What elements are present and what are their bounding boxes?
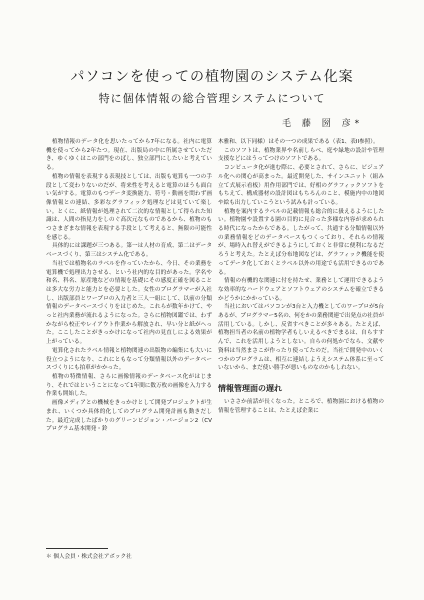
article-subtitle: 特に個体情報の総合管理システムについて	[98, 92, 326, 105]
paragraph: 情報の有機的な関連に付を持たせ、業務として運用できるような効率的なハードウェアとソフトウェアのシステムを確立できるかどうかにかかっている。	[218, 278, 384, 302]
paragraph: このソフトは、植物業界や名前しらべ、庭や緑地の設計や管理支援などにはうってつけのソフトである。	[218, 147, 384, 163]
paragraph: 植物情報のデータ化を思いたってから7年になる。社内に電算機を使ってから2年たつ。現在、出版局の中に所属させていただき、ゆくゆくはこの部門をのばし、独立部門にしたいと考えている。	[46, 139, 212, 172]
paragraph: 植物の情報を表現する表現技としては、出版も電算も一つの手段として変わりないのだが、将来性を考えると電算のほうも面白い気がする。電算のもつデータ変換能力、符号・動画を問わず画像情報との連結、多彩なグラフィック処理などは見ていて楽しい。とくに、紙情報が処理されて二次的な情報として得られた知識は、人間の指見力をしのぐ高次元なものであるから、植物のもつさまざまな情報を表現する手段として考えると、無限の可能性を感じる。	[46, 173, 212, 241]
paragraph: 植物の特徴情報、さらに画像情報のデータベース化がはじまり、それではということになって1年間に数万枚の画像を入力する作業も開始した。	[46, 373, 212, 398]
right-column	[218, 138, 384, 415]
paragraph: 具体的には課題が三つある。第一は人材の育成、第二はデータベースづくり、第三はシステム化である。	[46, 243, 212, 259]
paragraph: 当社においてはパソコンが3台と入力機としてのワープロが5台あるが、プログラマー5名の、何をかの業務関連で出発点の社員が活用している。しかし、反省すべきことが多々ある。たとえば、植物担当者の名前の植物学者もしいえるべきでまるは、自らすすんで、これを活用しようとしない。自らの何処かでなら、文献や資料は当然まさこが作ったり使ってたのだ。当社で開発中のいくつかのプログラムは、相互に連結しようえシステム体系に至っていないから、まだ使い勝手が悪いものなのかもしれない。	[218, 304, 384, 372]
article-title: パソコンを使っての植物園のシステム化案	[70, 69, 354, 85]
paragraph: 植物を案内するラベルの記載情報も総合的に扱えるようにしたい。植物園や設置する園の目的に見合った多様な内容が求められる時代になったからである。したがって、共通する分類情報以外の業務情報をどのデータベースもつくっており、それらの情報が、場時入れ替えができるようにしておくと非常に便利になるだろうと考えた。たとえば分布地図などは、グラフィック機能を使ってデータ化しておくとラベル以外の用途でも活用できるのである。	[218, 208, 384, 276]
paragraph: 画像メディアとの機械をきっかけとして開発プロジェクトが生まれ、いくつか具体的化してのプログラム開発計画も動きだした。最近完成したばかりのグリーンビジョン・バージョン2（CVプログラム基本開発・鈴	[46, 400, 212, 433]
paragraph: コンピュータ化が進む際に、必要とされて、さらに、ビジュアル化への関心が高まった。最近開発した、サインユニット（組み立て式展示看板）用作用部門では、好相のグラフィックソフトをもちえて、構成器材の設計図はもちろんのこと、模施内中の地図や絵も出力していこうという試みも計っている。	[218, 165, 384, 206]
author-name: 毛 藤 圀 彦*	[282, 119, 364, 129]
footnote-rule	[46, 548, 108, 549]
section-heading: 情報管理面の遅れ	[218, 383, 282, 393]
paragraph: 当社では植物名のラベルを作っていたから、今日、その業務を電算機で処理出力させる、という社内的な目的があった。学名や和名、科名、原産地などの情報を基礎にその感度正確を図ることは多大な労力と能力とを必要とした。女性のプログラマーが入社し、出版部員とワープロの入力者と三人一組にして、以前の分類情報のデータベースづくりをはじめた。これらが数年かけて、やっと社内業務が流れるようになった。さらに植物図鑑では、わずかながら校正やレイアウト作業から解放され、早い分と紙がへった。ここしたことがきっかけになって社内の見直しによる効果が上がっている。	[46, 260, 212, 346]
paragraph: いささか前話が長くなった。ところで、植物園における植物の情報を管理することは、たとえば企業に	[218, 398, 384, 414]
paragraph: 木雅和、以下同様）はその一つの成果である（表1、表II参照）。	[218, 139, 379, 145]
paragraph: 電算化されたラベル情報と植物関連の出版物の編集にも大いに役立つようになり、これにともなって分類情報以外のデータベースづくりにも拍車がかかった。	[46, 347, 212, 372]
footnote: ＊ 個人会員・株式会社アボック社	[46, 554, 132, 560]
continued-paragraph	[218, 138, 384, 147]
left-column	[46, 138, 212, 538]
